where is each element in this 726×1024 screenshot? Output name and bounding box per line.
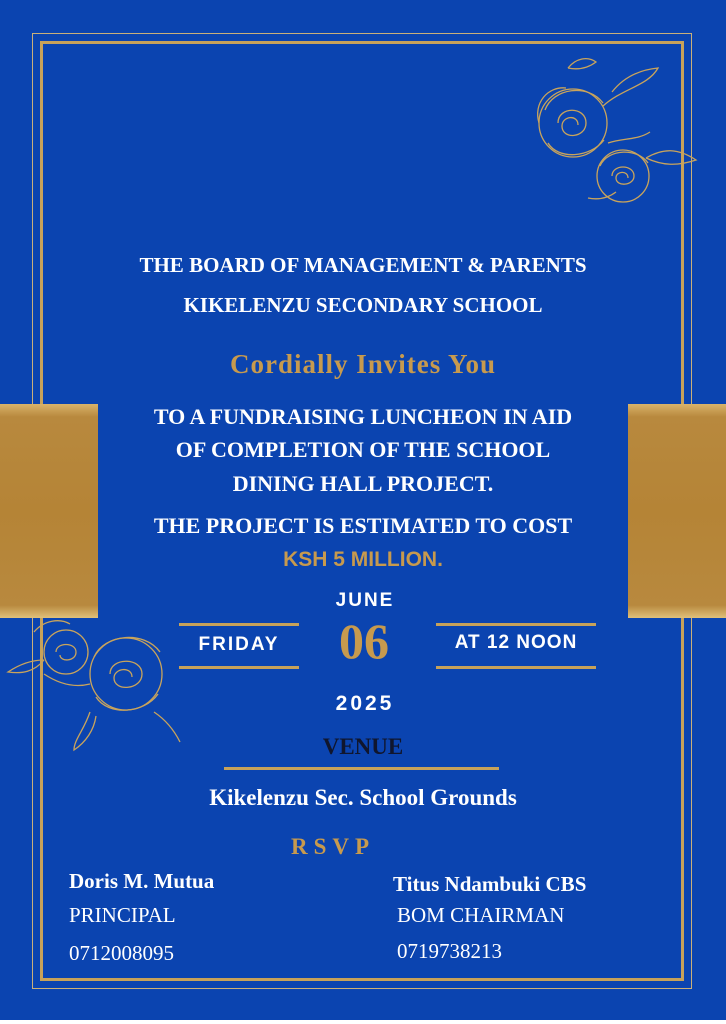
purpose-line-4: THE PROJECT IS ESTIMATED TO COST (153, 513, 573, 538)
venue-label: VENUE (322, 734, 404, 759)
contact1-name: Doris M. Mutua (69, 869, 215, 893)
header-line-1: THE BOARD OF MANAGEMENT & PARENTS (139, 253, 587, 277)
contact1-phone: 0712008095 (69, 941, 174, 965)
purpose-line-1: TO A FUNDRAISING LUNCHEON IN AID (153, 404, 573, 429)
date-weekday: FRIDAY (198, 634, 280, 655)
venue-rule (224, 767, 499, 770)
date-time: AT 12 NOON (454, 632, 578, 653)
contact2-phone: 0719738213 (397, 939, 502, 963)
rsvp-label: RSVP (290, 834, 376, 859)
date-rule-left-top (179, 623, 299, 626)
date-year: 2025 (335, 692, 395, 715)
date-rule-right-bottom (436, 666, 596, 669)
rose-outline-icon (528, 48, 700, 208)
date-rule-right-top (436, 623, 596, 626)
date-month: JUNE (335, 590, 395, 611)
invite-text: Cordially Invites You (229, 349, 497, 379)
contact1-role: PRINCIPAL (69, 903, 176, 927)
rose-outline-icon (4, 612, 184, 752)
date-day: 06 (339, 613, 389, 669)
venue-place: Kikelenzu Sec. School Grounds (209, 785, 517, 810)
header-line-2: KIKELENZU SECONDARY SCHOOL (183, 293, 543, 317)
date-rule-left-bottom (179, 666, 299, 669)
purpose-line-2: OF COMPLETION OF THE SCHOOL (175, 437, 551, 462)
purpose-line-3: DINING HALL PROJECT. (232, 471, 494, 496)
cost-amount: KSH 5 MILLION. (283, 548, 443, 571)
contact2-role: BOM CHAIRMAN (397, 903, 565, 927)
contact2-name: Titus Ndambuki CBS (393, 872, 587, 896)
